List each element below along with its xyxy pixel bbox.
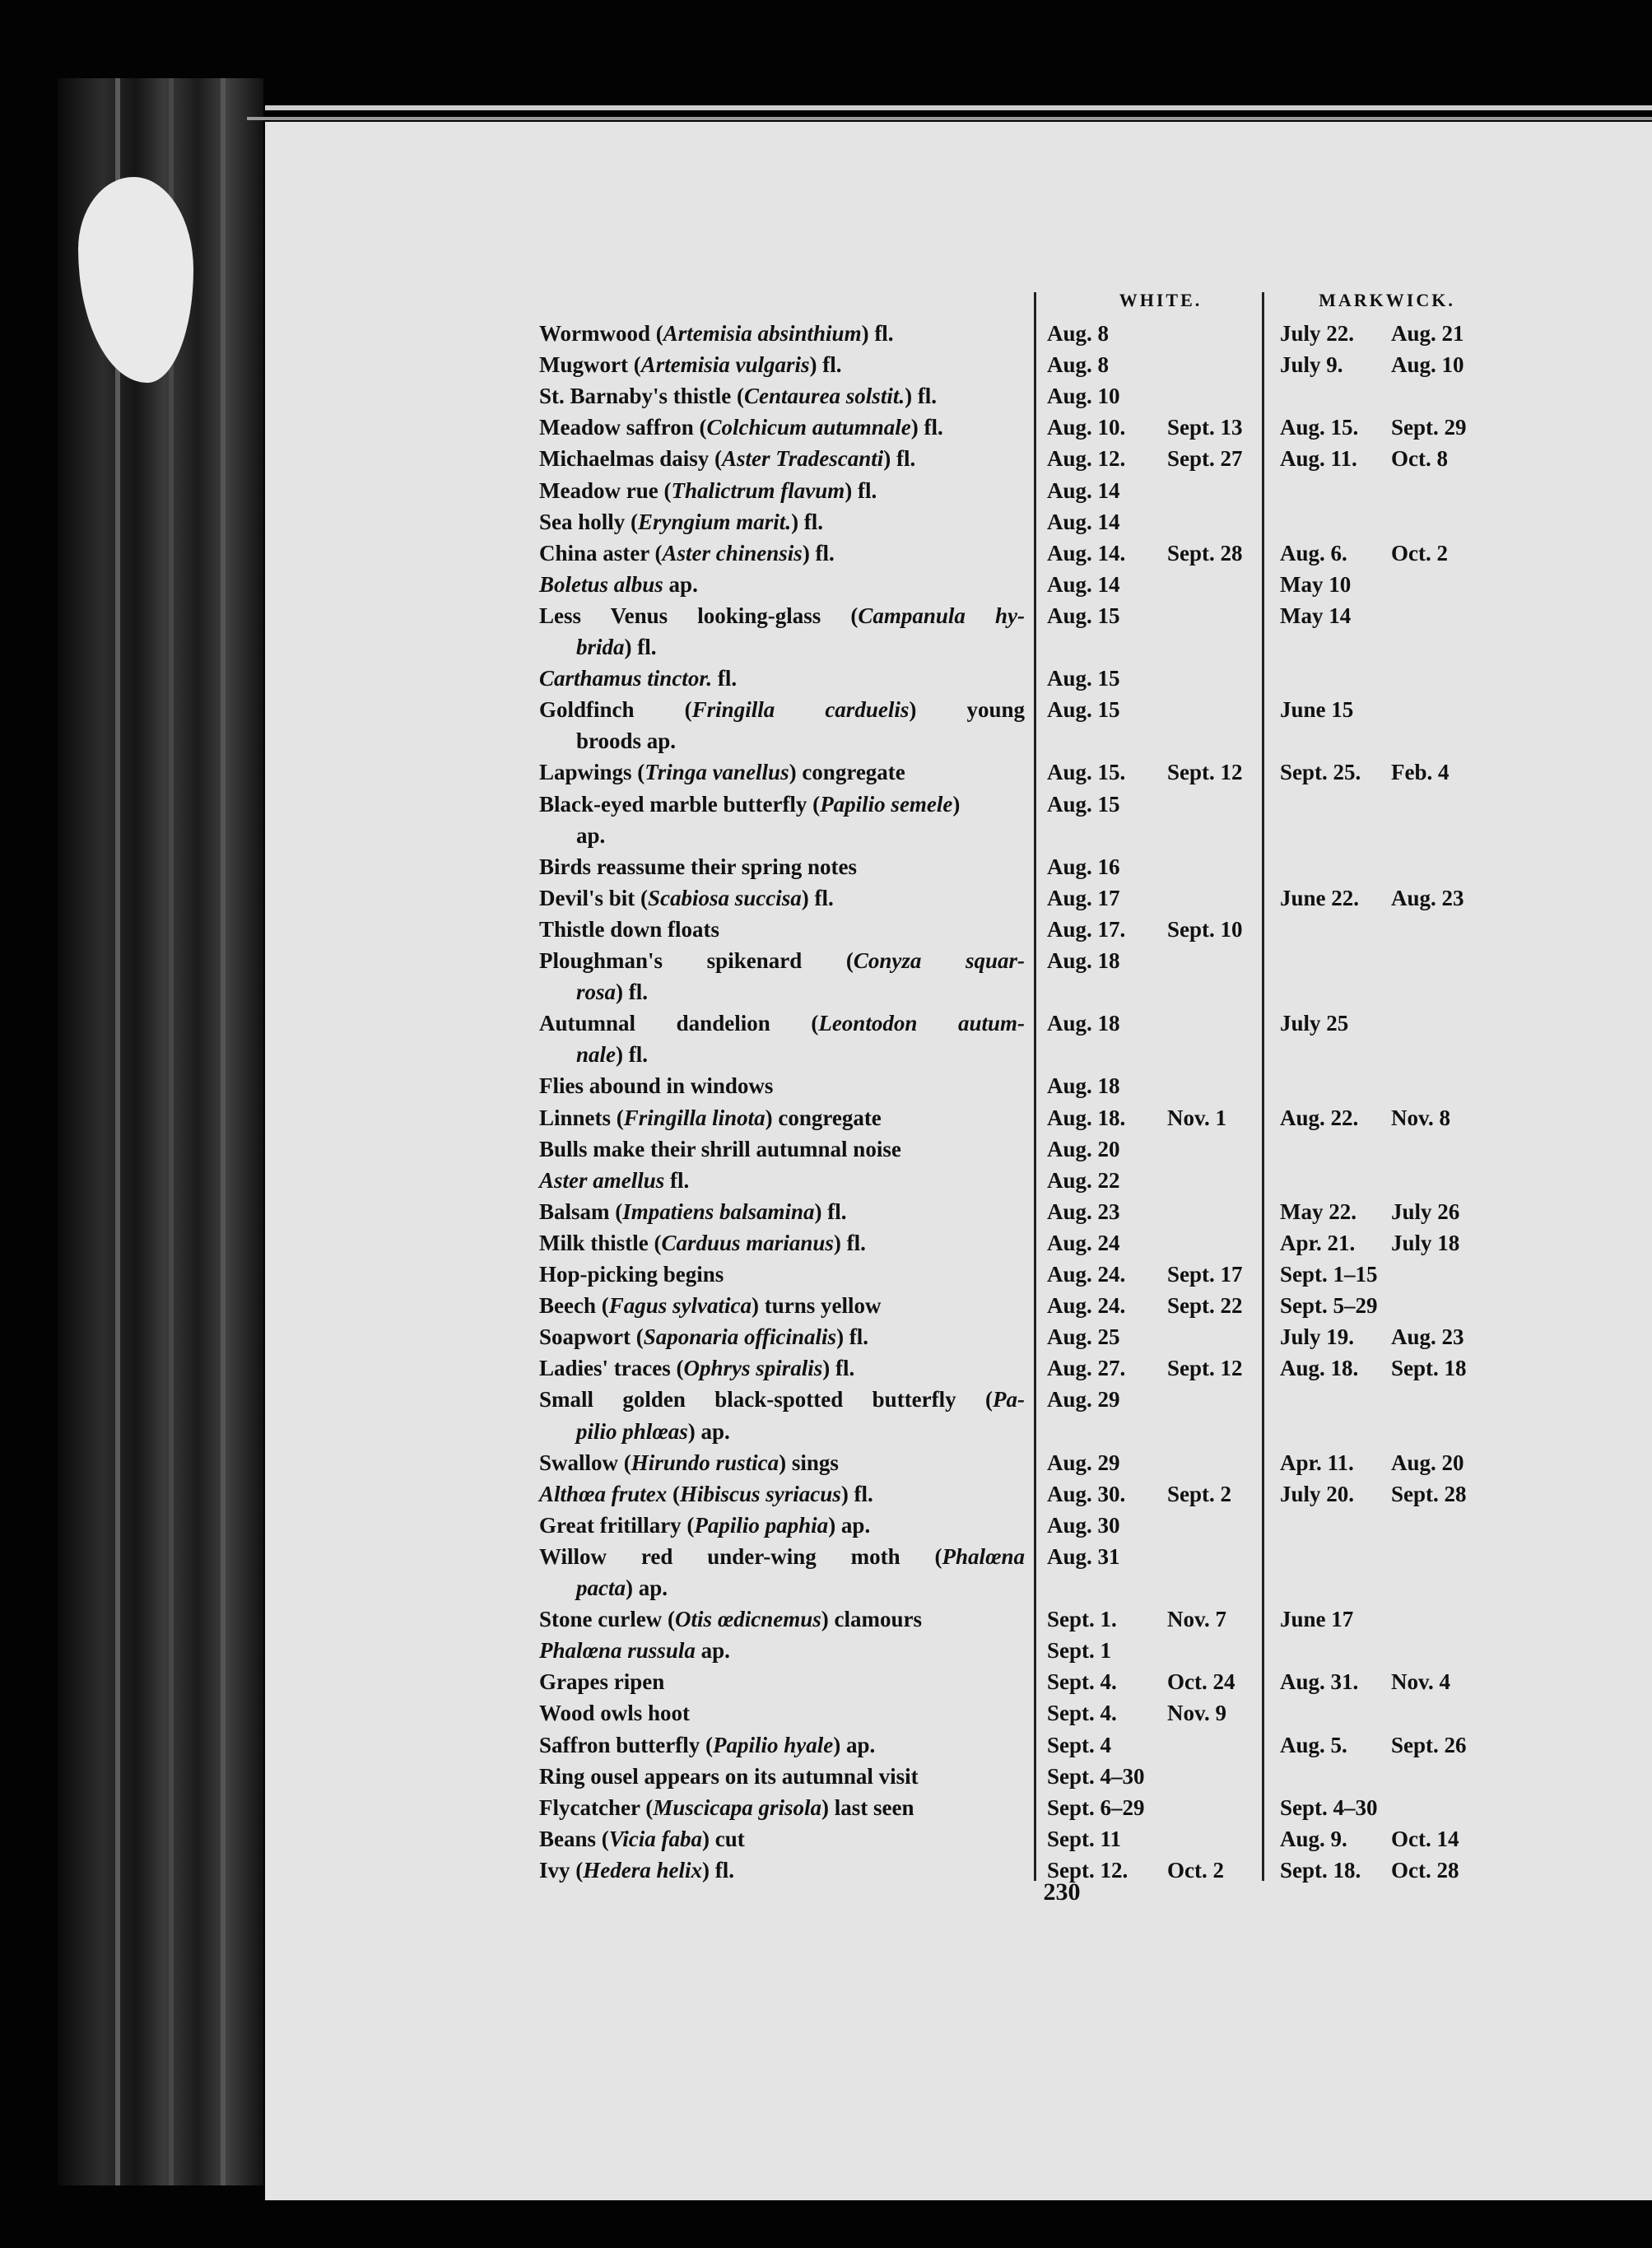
- item-latin-name: Fringilla carduelis: [691, 697, 910, 723]
- row-item-label: [539, 1731, 1029, 1759]
- item-text: ) fl.: [791, 509, 824, 534]
- row-item-label: [539, 1825, 1029, 1853]
- white-date-1: Aug. 8: [1047, 352, 1110, 378]
- white-date-1: Aug. 10.: [1047, 415, 1126, 440]
- row-item-label: [539, 413, 1029, 441]
- row-item-label: [539, 508, 1029, 536]
- white-date-1: Aug. 15: [1047, 603, 1120, 628]
- item-text: Linnets (: [539, 1105, 624, 1130]
- item-text: ) fl.: [833, 1230, 866, 1255]
- row-item-label: [539, 664, 1029, 692]
- item-text: Michaelmas daisy (: [539, 446, 722, 472]
- item-latin-name: Thalictrum flavum: [671, 477, 845, 503]
- markwick-date-1: May 14: [1280, 603, 1352, 628]
- markwick-date-2: Nov. 4: [1391, 1669, 1451, 1695]
- item-text: Swallow (: [539, 1450, 631, 1475]
- item-text: Lapwings (: [539, 760, 645, 785]
- item-text: Small golden black-spotted butterfly (: [539, 1387, 994, 1413]
- item-latin-name: Phalœna: [942, 1543, 1025, 1569]
- row-item-label: [576, 1040, 1029, 1068]
- white-date-1: Aug. 17.: [1047, 916, 1126, 942]
- item-latin-name: Carduus marianus: [661, 1230, 834, 1255]
- item-latin-name: Hedera helix: [583, 1857, 702, 1883]
- column-header-markwick: MARKWICK.: [1319, 290, 1455, 310]
- item-text: ) fl.: [801, 885, 834, 910]
- item-latin-name: Pa-: [993, 1387, 1025, 1413]
- white-date-1: Aug. 8: [1047, 321, 1110, 346]
- item-text: St. Barnaby's thistle (: [539, 384, 745, 409]
- item-text: Meadow saffron (: [539, 415, 707, 440]
- item-text: Flycatcher (: [539, 1794, 654, 1820]
- item-text: Beech (: [539, 1293, 609, 1319]
- item-latin-name: Ophrys spiralis: [683, 1356, 823, 1381]
- item-text: (: [667, 1481, 681, 1506]
- row-item-label: [539, 1385, 1025, 1413]
- white-date-1: Sept. 11: [1047, 1826, 1122, 1851]
- row-item-label: [539, 853, 1029, 881]
- item-text: ) congregate: [789, 760, 905, 785]
- white-date-1: Aug. 15: [1047, 666, 1120, 691]
- markwick-date-1: June 22.: [1280, 885, 1360, 910]
- item-text: Willow red under-wing moth (: [539, 1543, 942, 1569]
- item-latin-name: Tringa vanellus: [645, 760, 789, 785]
- item-latin-name: Eryngium marit.: [638, 509, 792, 534]
- item-text: ) fl.: [809, 352, 842, 378]
- binding-stripe: [221, 78, 226, 2185]
- page-top-edge: [265, 105, 1652, 110]
- white-date-2: Sept. 12: [1167, 1356, 1243, 1381]
- item-latin-name: Campanula hy-: [858, 603, 1025, 628]
- item-text: ) last seen: [821, 1794, 914, 1820]
- white-date-2: Sept. 10: [1167, 916, 1243, 942]
- item-text: ) fl.: [836, 1324, 869, 1350]
- item-text: ap.: [663, 571, 698, 597]
- white-date-1: Aug. 24.: [1047, 1262, 1126, 1287]
- item-text: ) fl.: [905, 384, 938, 409]
- white-date-2: Sept. 28: [1167, 540, 1243, 565]
- white-date-1: Aug. 31: [1047, 1543, 1120, 1569]
- row-item-label: [539, 947, 1025, 975]
- markwick-date-2: Oct. 8: [1391, 446, 1448, 472]
- markwick-date-1: Sept. 1–15: [1280, 1262, 1378, 1287]
- item-text: ) fl.: [624, 635, 657, 659]
- item-text: Soapwort (: [539, 1324, 644, 1350]
- item-text: ) fl.: [845, 477, 877, 503]
- item-text: Ploughman's spikenard (: [539, 948, 854, 973]
- row-item-label: [539, 1762, 1029, 1790]
- markwick-date-1: July 22.: [1280, 321, 1355, 346]
- white-date-1: Aug. 14.: [1047, 540, 1126, 565]
- item-text: ) fl.: [701, 1857, 734, 1883]
- row-item-label: [539, 1480, 1029, 1508]
- item-text: ) fl.: [802, 540, 835, 565]
- item-latin-name: brida: [576, 635, 625, 659]
- markwick-date-1: Aug. 15.: [1280, 415, 1359, 440]
- white-date-2: Nov. 1: [1167, 1105, 1227, 1130]
- item-text: ) fl.: [616, 980, 648, 1005]
- item-latin-name: Aster Tradescanti: [722, 446, 884, 472]
- markwick-date-1: Aug. 31.: [1280, 1669, 1359, 1695]
- white-date-1: Aug. 17: [1047, 885, 1120, 910]
- item-text: Great fritillary (: [539, 1512, 695, 1538]
- white-date-1: Aug. 24.: [1047, 1293, 1126, 1319]
- item-text: ) clamours: [821, 1607, 922, 1632]
- item-text: ) ap.: [626, 1575, 668, 1600]
- white-date-2: Sept. 27: [1167, 446, 1243, 472]
- item-text: ) ap.: [833, 1732, 876, 1757]
- item-text: ) congregate: [765, 1105, 882, 1130]
- white-date-2: Nov. 7: [1167, 1607, 1227, 1632]
- markwick-date-2: Aug. 20: [1391, 1450, 1464, 1475]
- row-item-label: [539, 1198, 1029, 1226]
- item-latin-name: pilio phlœas: [576, 1418, 688, 1444]
- item-text: ) fl.: [840, 1481, 873, 1506]
- item-latin-name: Phalœna russula: [539, 1638, 696, 1664]
- row-item-label: [539, 1699, 1029, 1727]
- markwick-date-2: Aug. 23: [1391, 885, 1464, 910]
- white-date-2: Oct. 24: [1167, 1669, 1236, 1695]
- markwick-date-1: Aug. 6.: [1280, 540, 1347, 565]
- item-text: ap.: [576, 822, 606, 848]
- markwick-date-2: Sept. 26: [1391, 1732, 1467, 1757]
- item-latin-name: Artemisia vulgaris: [640, 352, 810, 378]
- item-text: ) ap.: [828, 1512, 871, 1538]
- item-text: ap.: [695, 1638, 730, 1664]
- row-item-label: [539, 790, 1029, 818]
- white-date-1: Sept. 4.: [1047, 1701, 1117, 1726]
- white-date-1: Aug. 29: [1047, 1450, 1120, 1475]
- item-text: ) fl.: [910, 415, 943, 440]
- white-date-1: Aug. 23: [1047, 1198, 1120, 1224]
- row-item-label: [539, 351, 1029, 379]
- item-latin-name: Fagus sylvatica: [608, 1293, 752, 1319]
- row-item-label: [539, 1605, 1029, 1633]
- white-date-1: Aug. 20: [1047, 1136, 1120, 1161]
- white-date-2: Nov. 9: [1167, 1701, 1227, 1726]
- white-date-1: Sept. 1.: [1047, 1607, 1117, 1632]
- white-date-1: Aug. 15: [1047, 791, 1120, 817]
- white-date-2: Sept. 17: [1167, 1262, 1243, 1287]
- item-text: fl.: [712, 666, 738, 691]
- item-text: Thistle down floats: [539, 916, 720, 942]
- item-text: ) fl.: [883, 446, 916, 472]
- item-text: Balsam (: [539, 1198, 623, 1224]
- page-number: 230: [1043, 1878, 1081, 1906]
- item-text: broods ap.: [576, 728, 677, 754]
- item-text: ) sings: [779, 1450, 839, 1475]
- markwick-date-1: Aug. 11.: [1280, 446, 1357, 472]
- column-header-white: WHITE.: [1119, 290, 1203, 310]
- markwick-date-2: Feb. 4: [1391, 760, 1450, 785]
- white-date-1: Sept. 1: [1047, 1638, 1112, 1664]
- item-latin-name: rosa: [576, 980, 617, 1005]
- white-date-1: Aug. 18: [1047, 1073, 1120, 1099]
- row-item-label: [539, 570, 1029, 598]
- item-latin-name: Hirundo rustica: [631, 1450, 779, 1475]
- markwick-date-2: Sept. 29: [1391, 415, 1467, 440]
- item-text: Mugwort (: [539, 352, 641, 378]
- item-text: Autumnal dandelion (: [539, 1011, 819, 1036]
- white-date-1: Aug. 24: [1047, 1230, 1120, 1255]
- row-item-label: [539, 1668, 1029, 1696]
- white-date-1: Aug. 14: [1047, 477, 1120, 503]
- markwick-date-1: Aug. 9.: [1280, 1826, 1347, 1851]
- row-item-label: [539, 1856, 1029, 1884]
- item-text: Devil's bit (: [539, 885, 648, 910]
- white-date-2: Sept. 13: [1167, 415, 1243, 440]
- white-date-1: Sept. 6–29: [1047, 1794, 1145, 1820]
- markwick-date-1: June 17: [1280, 1607, 1354, 1632]
- row-item-label: [539, 477, 1029, 505]
- white-date-1: Aug. 12.: [1047, 446, 1126, 472]
- book-binding: [58, 78, 263, 2185]
- item-latin-name: Scabiosa succisa: [648, 885, 802, 910]
- item-text: Wormwood (: [539, 321, 663, 346]
- markwick-date-1: July 25: [1280, 1011, 1349, 1036]
- row-item-label: [539, 1449, 1029, 1477]
- markwick-date-1: Apr. 11.: [1280, 1450, 1354, 1475]
- row-item-label: [539, 1323, 1029, 1351]
- item-text: fl.: [664, 1167, 690, 1193]
- item-latin-name: Papilio hyale: [712, 1732, 834, 1757]
- item-text: Sea holly (: [539, 509, 639, 534]
- item-text: ) fl.: [861, 321, 894, 346]
- item-latin-name: nale: [576, 1042, 617, 1068]
- markwick-date-1: Aug. 18.: [1280, 1356, 1359, 1381]
- row-item-label: [539, 696, 1025, 724]
- item-text: Stone curlew (: [539, 1607, 675, 1632]
- markwick-date-2: Aug. 23: [1391, 1324, 1464, 1350]
- white-date-1: Aug. 25: [1047, 1324, 1120, 1350]
- item-latin-name: Muscicapa grisola: [653, 1794, 821, 1820]
- item-text: Ladies' traces (: [539, 1356, 684, 1381]
- markwick-date-1: July 9.: [1280, 352, 1343, 378]
- item-latin-name: Aster chinensis: [662, 540, 803, 565]
- item-text: Beans (: [539, 1826, 609, 1851]
- markwick-date-2: Oct. 28: [1391, 1857, 1459, 1883]
- item-latin-name: Leontodon autum-: [818, 1011, 1025, 1036]
- white-date-1: Sept. 4: [1047, 1732, 1112, 1757]
- binding-stripe: [169, 78, 174, 2185]
- row-item-label: [539, 539, 1029, 567]
- white-date-1: Aug. 27.: [1047, 1356, 1126, 1381]
- markwick-date-2: July 18: [1391, 1230, 1460, 1255]
- white-date-2: Sept. 22: [1167, 1293, 1243, 1319]
- white-date-1: Aug. 18.: [1047, 1105, 1126, 1130]
- item-text: ) turns yellow: [751, 1293, 882, 1319]
- item-text: Goldfinch (: [539, 697, 692, 723]
- item-text: Less Venus looking-glass (: [539, 603, 859, 628]
- item-text: Ring ousel appears on its autumnal visit: [539, 1763, 919, 1789]
- white-date-2: Sept. 12: [1167, 760, 1243, 785]
- white-date-1: Aug. 18: [1047, 1011, 1120, 1036]
- white-date-1: Sept. 12.: [1047, 1857, 1128, 1883]
- row-item-label: [576, 1574, 1029, 1602]
- item-latin-name: Otis œdicnemus: [674, 1607, 821, 1632]
- row-item-label: [539, 1543, 1025, 1571]
- white-date-1: Aug. 18: [1047, 948, 1120, 973]
- markwick-date-1: June 15: [1280, 697, 1354, 723]
- row-item-label: [539, 1104, 1029, 1132]
- item-text: ) fl.: [814, 1198, 847, 1224]
- item-text: ) fl.: [822, 1356, 855, 1381]
- item-latin-name: Papilio semele: [820, 791, 953, 817]
- item-latin-name: Vicia faba: [608, 1826, 703, 1851]
- item-latin-name: Boletus albus: [539, 571, 663, 597]
- item-latin-name: Impatiens balsamina: [622, 1198, 815, 1224]
- item-latin-name: Centaurea solstit.: [744, 384, 905, 409]
- item-latin-name: Aster amellus: [539, 1167, 665, 1193]
- markwick-date-2: Sept. 18: [1391, 1356, 1467, 1381]
- markwick-date-1: July 20.: [1280, 1481, 1355, 1506]
- item-latin-name: Colchicum autumnale: [706, 415, 911, 440]
- item-text: ) young: [909, 697, 1025, 723]
- row-item-label: [539, 1636, 1029, 1664]
- item-text: Birds reassume their spring notes: [539, 854, 858, 879]
- item-text: China aster (: [539, 540, 663, 565]
- item-latin-name: Conyza squar-: [853, 948, 1025, 973]
- row-item-label: [539, 1166, 1029, 1194]
- white-date-2: Oct. 2: [1167, 1857, 1224, 1883]
- white-date-2: Sept. 2: [1167, 1481, 1232, 1506]
- row-item-label: [576, 633, 1029, 661]
- row-item-label: [539, 915, 1029, 943]
- row-item-label: [539, 758, 1029, 786]
- markwick-date-1: Sept. 25.: [1280, 760, 1361, 785]
- markwick-date-1: Sept. 4–30: [1280, 1794, 1378, 1820]
- row-item-label: [539, 1135, 1029, 1163]
- row-item-label: [539, 1072, 1029, 1100]
- markwick-date-1: July 19.: [1280, 1324, 1355, 1350]
- markwick-date-2: Aug. 21: [1391, 321, 1464, 346]
- item-text: Milk thistle (: [539, 1230, 662, 1255]
- white-date-1: Aug. 14: [1047, 509, 1120, 534]
- item-latin-name: Carthamus tinctor.: [539, 666, 713, 691]
- item-text: Meadow rue (: [539, 477, 672, 503]
- item-text: Saffron butterfly (: [539, 1732, 713, 1757]
- markwick-date-2: Oct. 14: [1391, 1826, 1459, 1851]
- white-date-1: Aug. 30.: [1047, 1481, 1126, 1506]
- column-divider-left: [1034, 292, 1036, 1881]
- white-date-1: Sept. 4.: [1047, 1669, 1117, 1695]
- white-date-1: Aug. 16: [1047, 854, 1120, 879]
- item-text: ): [952, 791, 961, 817]
- item-latin-name: Althœa frutex: [539, 1481, 668, 1506]
- item-text: Wood owls hoot: [539, 1701, 691, 1726]
- row-item-label: [539, 1794, 1029, 1822]
- item-text: ) ap.: [687, 1418, 730, 1444]
- white-date-1: Aug. 15: [1047, 697, 1120, 723]
- page-top-edge-shadow: [247, 117, 1652, 120]
- row-item-label: [576, 821, 1029, 849]
- row-item-label: [539, 1354, 1029, 1382]
- white-date-1: Aug. 14: [1047, 571, 1120, 597]
- white-date-1: Aug. 22: [1047, 1167, 1120, 1193]
- markwick-date-1: Sept. 18.: [1280, 1857, 1361, 1883]
- row-item-label: [539, 382, 1029, 410]
- row-item-label: [539, 602, 1025, 630]
- item-latin-name: Artemisia absinthium: [663, 321, 862, 346]
- row-item-label: [576, 1417, 1029, 1445]
- item-text: ) fl.: [616, 1042, 648, 1068]
- row-item-label: [576, 978, 1029, 1006]
- row-item-label: [539, 1009, 1025, 1037]
- markwick-date-2: Aug. 10: [1391, 352, 1464, 378]
- item-text: Flies abound in windows: [539, 1073, 774, 1099]
- markwick-date-1: May 22.: [1280, 1198, 1357, 1224]
- item-text: Hop-picking begins: [539, 1262, 724, 1287]
- white-date-1: Aug. 10: [1047, 384, 1120, 409]
- item-latin-name: Hibiscus syriacus: [680, 1481, 841, 1506]
- markwick-date-1: Aug. 22.: [1280, 1105, 1359, 1130]
- binding-stripe: [115, 78, 120, 2185]
- item-text: Black-eyed marble butterfly (: [539, 791, 821, 817]
- item-text: Ivy (: [539, 1857, 584, 1883]
- item-latin-name: pacta: [576, 1575, 626, 1600]
- row-item-label: [539, 1511, 1029, 1539]
- row-item-label: [539, 319, 1029, 347]
- row-item-label: [539, 1229, 1029, 1257]
- markwick-date-2: Sept. 28: [1391, 1481, 1467, 1506]
- row-item-label: [539, 884, 1029, 912]
- item-text: Bulls make their shrill autumnal noise: [539, 1136, 901, 1161]
- item-text: ) cut: [702, 1826, 745, 1851]
- white-date-1: Aug. 15.: [1047, 760, 1126, 785]
- row-item-label: [539, 444, 1029, 472]
- item-latin-name: Saponaria officinalis: [643, 1324, 837, 1350]
- item-latin-name: Fringilla linota: [623, 1105, 766, 1130]
- white-date-1: Aug. 30: [1047, 1512, 1120, 1538]
- markwick-date-1: Aug. 5.: [1280, 1732, 1347, 1757]
- markwick-date-2: Nov. 8: [1391, 1105, 1451, 1130]
- row-item-label: [539, 1292, 1029, 1319]
- white-date-1: Sept. 4–30: [1047, 1763, 1145, 1789]
- markwick-date-1: Apr. 21.: [1280, 1230, 1356, 1255]
- column-divider-right: [1262, 292, 1264, 1881]
- markwick-date-1: May 10: [1280, 571, 1352, 597]
- markwick-date-1: Sept. 5–29: [1280, 1293, 1378, 1319]
- row-item-label: [576, 727, 1029, 755]
- item-latin-name: Papilio paphia: [694, 1512, 829, 1538]
- item-text: Grapes ripen: [539, 1669, 665, 1695]
- row-item-label: [539, 1260, 1029, 1288]
- markwick-date-2: July 26: [1391, 1198, 1460, 1224]
- white-date-1: Aug. 29: [1047, 1387, 1120, 1413]
- markwick-date-2: Oct. 2: [1391, 540, 1448, 565]
